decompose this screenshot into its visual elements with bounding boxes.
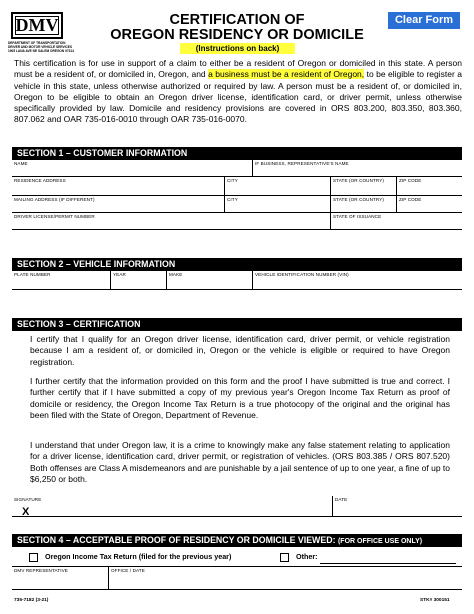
year-label: YEAR	[113, 272, 126, 277]
make-label: MAKE	[169, 272, 183, 277]
instructions-note: (Instructions on back)	[180, 43, 295, 54]
agency-line: DEPARTMENT OF TRANSPORTATION	[8, 41, 66, 45]
other-input-line[interactable]	[320, 563, 456, 564]
agency-address	[8, 41, 72, 53]
clear-form-button[interactable]: Clear Form	[388, 12, 460, 29]
state-label: STATE (OR COUNTRY)	[333, 178, 385, 183]
section1-heading: SECTION 1 – CUSTOMER INFORMATION	[12, 147, 462, 160]
name-label: NAME	[14, 161, 28, 166]
residence-address-field[interactable]	[12, 177, 224, 195]
name-field[interactable]	[12, 160, 252, 176]
state-of-issuance-field[interactable]	[330, 213, 462, 229]
agency-line: DRIVER AND MOTOR VEHICLE SERVICES	[8, 45, 73, 49]
office-date-field[interactable]	[108, 567, 462, 589]
section1-row-mailing	[12, 196, 462, 213]
office-date-label: OFFICE / DATE	[111, 568, 145, 573]
mailing-address-field[interactable]	[12, 196, 224, 212]
intro-highlight: a business must be a resident of Oregon,	[208, 69, 365, 80]
vin-label: VEHICLE IDENTIFICATION NUMBER (VIN)	[255, 272, 349, 277]
form-title-line2: OREGON RESIDENCY OR DOMICILE	[110, 27, 364, 43]
dmv-representative-field[interactable]	[12, 567, 108, 589]
section2-heading: SECTION 2 – VEHICLE INFORMATION	[12, 258, 462, 271]
office-use-note: (FOR OFFICE USE ONLY)	[337, 538, 423, 545]
section4-heading	[12, 534, 462, 547]
mailing-state-label: STATE (OR COUNTRY)	[333, 197, 385, 202]
certification-paragraph-2: I further certify that the information provided on this form and the proof I have submitted is true and correct. I further certify that if I have submitted a copy of my previous year's Oregon Income Tax Return as proof of domicile or residency, the Oregon Income Tax Return is a true photocopy of the original and the original has been filed with the State of Oregon, Department of Revenue.	[30, 376, 450, 420]
intro-paragraph	[14, 58, 462, 126]
driver-license-field[interactable]	[12, 213, 330, 229]
mailing-state-field[interactable]	[330, 196, 396, 212]
mailing-address-label: MAILING ADDRESS (IF DIFFERENT)	[14, 197, 95, 202]
section4-heading-text: SECTION 4 – ACCEPTABLE PROOF OF RESIDENCY OR DOMICILE VIEWED:	[17, 535, 336, 545]
intro-text-2: to be eligible to register a vehicle in this state, unless otherwise authorized or required by law. A person must be a resident of, or domiciled in, Oregon to be eligible to obtain an Oregon driver license, identification card, or driver permit, unless otherwise specifically provided by law. Domicile and residency provisions are covered in ORS 803.200, 803.350, 803.360, 807.062 and OAR 735-016-0010 through OAR 735-016-0070.	[14, 69, 462, 125]
plate-number-label: PLATE NUMBER	[14, 272, 51, 277]
other-checkbox[interactable]	[280, 553, 289, 562]
vin-field[interactable]	[252, 271, 462, 289]
agency-line: 1905 LANA AVE NE SALEM OREGON 97314	[8, 49, 74, 53]
city-field[interactable]	[224, 177, 330, 195]
form-title-line1: CERTIFICATION OF	[169, 12, 305, 28]
mailing-zip-label: ZIP CODE	[399, 197, 422, 202]
certification-paragraph-1: I certify that I qualify for an Oregon driver license, identification card, driver permit, or vehicle registration because I am a resident of, or domiciled in, Oregon or the vehicle is eligible or required to have Oregon registration.	[30, 334, 450, 367]
mailing-zip-field[interactable]	[396, 196, 462, 212]
mailing-city-label: CITY	[227, 197, 238, 202]
plate-number-field[interactable]	[12, 271, 110, 289]
income-tax-return-checkbox[interactable]	[29, 553, 38, 562]
residence-address-label: RESIDENCE ADDRESS	[14, 178, 66, 183]
stock-number: STK# 300151	[420, 598, 450, 603]
section1-row-license	[12, 213, 462, 230]
form-number: 735-7182 (3-21)	[14, 598, 49, 603]
year-field[interactable]	[110, 271, 166, 289]
signature-label: SIGNATURE	[14, 497, 42, 502]
make-field[interactable]	[166, 271, 252, 289]
intro-text-1: This certification is for use in support of a claim to either be a resident of Oregon or domiciled in this state. A person must be a resident of, or domiciled in, Oregon, and	[14, 58, 462, 80]
income-tax-return-label: Oregon Income Tax Return (filed for the previous year)	[45, 552, 232, 561]
section3-heading: SECTION 3 – CERTIFICATION	[12, 318, 462, 331]
city-label: CITY	[227, 178, 238, 183]
date-label: DATE	[335, 497, 348, 502]
state-of-issuance-label: STATE OF ISSUANCE	[333, 214, 382, 219]
dmv-logo: DMV	[11, 12, 63, 39]
signature-x-mark: X	[22, 506, 30, 518]
section2-row-vehicle	[12, 271, 462, 290]
signature-row	[12, 496, 462, 517]
other-label: Other:	[296, 552, 318, 561]
section1-row-residence	[12, 177, 462, 196]
office-row	[12, 566, 462, 590]
mailing-city-field[interactable]	[224, 196, 330, 212]
zip-label: ZIP CODE	[399, 178, 422, 183]
section1-row-name	[12, 160, 462, 177]
certification-paragraph-3: I understand that under Oregon law, it is a crime to knowingly make any false statement relating to application for a driver license, identification card, driver permit, or registration of vehicles. (ORS 803.385 / ORS 807.520) Both offenses are Class A misdemeanors and are punishable by a jail sentence of up to one year, a fine of up to $6,250 or both.	[30, 440, 450, 484]
zip-field[interactable]	[396, 177, 462, 195]
dmv-representative-label: DMV REPRESENTATIVE	[14, 568, 68, 573]
representative-label: IF BUSINESS, REPRESENTATIVE'S NAME	[255, 161, 349, 166]
signature-field[interactable]	[12, 496, 332, 516]
state-field[interactable]	[330, 177, 396, 195]
driver-license-label: DRIVER LICENSE/PERMIT NUMBER	[14, 214, 95, 219]
date-field[interactable]	[332, 496, 462, 516]
representative-field[interactable]	[252, 160, 462, 176]
